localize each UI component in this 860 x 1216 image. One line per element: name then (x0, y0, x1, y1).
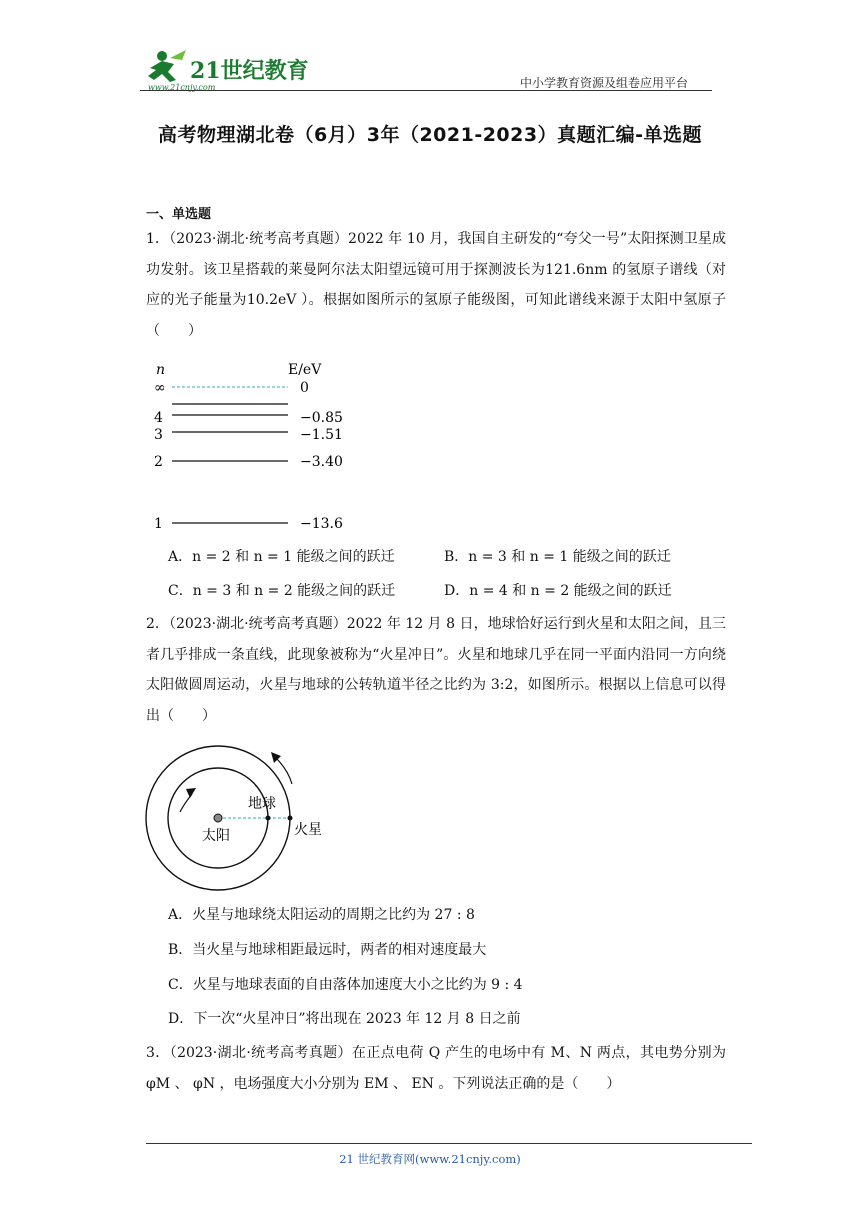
level-e-4: −0.85 (300, 410, 343, 426)
level-n-4: 4 (154, 410, 163, 426)
question-1-text: 1．（2023·湖北·统考高考真题）2022 年 10 月，我国自主研发的“夸父一号”太阳探测卫星成功发射。该卫星搭载的莱曼阿尔法太阳望远镜可用于探测波长为121.6nm 的氢原子谱线（对应的光子能量为10.2eV ）。根据如图所示的氢原子能级图，可知此谱线来源于太阳中氢原子（ ） (146, 231, 726, 339)
site-tagline: 中小学教育资源及组卷应用平台 (520, 76, 689, 90)
level-e-2: −3.40 (300, 454, 343, 470)
level-e-3: −1.51 (300, 427, 343, 443)
logo-text: 21世纪教育 (190, 58, 309, 84)
level-e-inf: 0 (300, 380, 309, 396)
level-e-1: −13.6 (300, 516, 343, 532)
runner-logo-icon (140, 46, 330, 96)
question-3-text: 3．（2023·湖北·统考高考真题）在正点电荷 Q 产生的电场中有 M、N 两点，其电势分别为 φM 、 φN ，电场强度大小分别为 EM 、 EN 。下列说法正确的是（ ） (146, 1045, 726, 1092)
q2-option-a[interactable]: A．火星与地球绕太阳运动的周期之比约为 27 : 8 (168, 907, 475, 923)
level-n-3: 3 (154, 427, 163, 443)
mars-label: 火星 (294, 822, 322, 838)
page-title: 高考物理湖北卷（6月）3年（2021-2023）真题汇编-单选题 (158, 124, 702, 146)
level-n-inf: ∞ (154, 380, 166, 396)
earth-label: 地球 (248, 796, 276, 812)
header-divider (140, 90, 712, 91)
energy-axis-label: E/eV (288, 362, 322, 378)
section-heading: 一、单选题 (146, 207, 212, 222)
energy-level-diagram (150, 358, 370, 538)
footer-divider (146, 1143, 752, 1144)
site-logo (140, 46, 330, 96)
q1-option-b[interactable]: B．n = 3 和 n = 1 能级之间的跃迁 (444, 549, 671, 565)
level-n-1: 1 (154, 516, 163, 532)
q1-option-c[interactable]: C．n = 3 和 n = 2 能级之间的跃迁 (168, 583, 396, 599)
logo-url-text: www.21cnjy.com (148, 83, 216, 92)
level-n-2: 2 (154, 454, 163, 470)
question-2-text: 2．（2023·湖北·统考高考真题）2022 年 12 月 8 日，地球恰好运行到火星和太阳之间，且三者几乎排成一条直线，此现象被称为“火星冲日”。火星和地球几乎在同一平面内沿同一方向绕太阳做圆周运动，火星与地球的公转轨道半径之比约为 3:2，如图所示。根据以上信息可以得出（ ） (146, 616, 726, 724)
n-axis-label: n (156, 362, 166, 378)
q2-option-c[interactable]: C．火星与地球表面的自由落体加速度大小之比约为 9 : 4 (168, 977, 523, 993)
q2-option-b[interactable]: B．当火星与地球相距最远时，两者的相对速度最大 (168, 942, 487, 958)
q1-option-d[interactable]: D．n = 4 和 n = 2 能级之间的跃迁 (444, 583, 672, 599)
footer-link[interactable]: 21 世纪教育网(www.21cnjy.com) (339, 1152, 521, 1166)
q2-option-d[interactable]: D．下一次“火星冲日”将出现在 2023 年 12 月 8 日之前 (168, 1011, 521, 1027)
orbit-diagram (140, 742, 350, 897)
q1-option-a[interactable]: A．n = 2 和 n = 1 能级之间的跃迁 (168, 549, 395, 565)
sun-label: 太阳 (202, 828, 230, 844)
